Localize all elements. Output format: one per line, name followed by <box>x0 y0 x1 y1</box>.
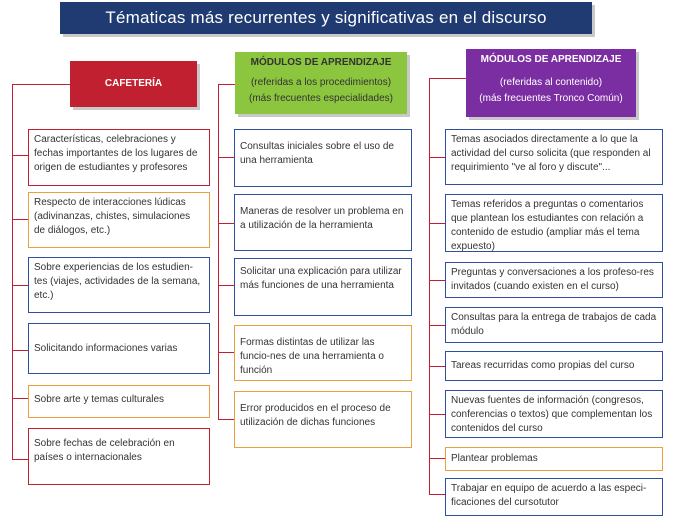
connector-line <box>429 458 445 459</box>
connector-line <box>12 84 70 85</box>
connector-line <box>429 414 445 415</box>
connector-line <box>218 352 234 353</box>
cafeteria-item: Sobre arte y temas culturales <box>28 385 210 418</box>
procedimientos-header <box>235 52 407 114</box>
connector-line <box>429 157 445 158</box>
connector-line <box>429 223 445 224</box>
connector-line <box>429 366 445 367</box>
connector-line <box>218 84 235 85</box>
connector-line <box>218 84 219 420</box>
connector-line <box>429 494 445 495</box>
connector-line <box>429 280 445 281</box>
connector-line <box>12 219 28 220</box>
contenido-item: Preguntas y conversaciones a los profeso-res invitados (cuando existen en el curso) <box>445 262 663 298</box>
contenido-item: Plantear problemas <box>445 447 663 471</box>
contenido-item: Nuevas fuentes de información (congresos, conferencias o textos) que complementan los contenidos del curso <box>445 390 663 438</box>
connector-line <box>12 459 28 460</box>
connector-line <box>12 285 28 286</box>
contenido-header-title: MÓDULOS DE APRENDIZAJE <box>480 54 622 65</box>
contenido-header-sub1: (referidas al contenido) <box>499 77 603 88</box>
cafeteria-item: Sobre experiencias de los estudien-tes (viajes, actividades de la semana, etc.) <box>28 257 210 313</box>
procedimientos-item: Maneras de resolver un problema en a utilización de la herramienta <box>234 194 412 251</box>
connector-line <box>218 223 234 224</box>
connector-line <box>12 350 28 351</box>
cafeteria-item: Sobre fechas de celebración en países o internacionales <box>28 428 210 485</box>
connector-line <box>12 84 13 460</box>
cafeteria-header: CAFETERÍA <box>70 61 197 107</box>
cafeteria-item: Respecto de interacciones lúdicas (adivinanzas, chistes, simulaciones de diálogos, etc.) <box>28 192 210 248</box>
procedimientos-item: Solicitar una explicación para utilizar más funciones de una herramienta <box>234 258 412 316</box>
contenido-item: Tareas recurridas como propias del curso <box>445 351 663 381</box>
diagram-title: Tématicas más recurrentes y significativas en el discurso <box>60 2 592 34</box>
contenido-item: Temas referidos a preguntas o comentarios que plantean los estudiantes con relación a contenido de estudio (ampliar más el tema expuesto) <box>445 194 663 252</box>
procedimientos-item: Error producidos en el proceso de utilización de dichas funciones <box>234 391 412 448</box>
contenido-item: Temas asociados directamente a lo que la actividad del curso solicita (que responden al requirimiento "ve al foro y discute"... <box>445 129 663 185</box>
procedimientos-item: Formas distintas de utilizar las funcio-nes de una herramienta o función <box>234 325 412 381</box>
connector-line <box>12 398 28 399</box>
connector-line <box>429 78 430 494</box>
procedimientos-header-sub2: (más frecuentes especialidades) <box>249 93 393 104</box>
connector-line <box>429 325 445 326</box>
connector-line <box>218 419 234 420</box>
contenido-header-sub2: (más frecuentes Tronco Común) <box>479 93 623 104</box>
contenido-header <box>466 49 636 117</box>
connector-line <box>429 78 466 79</box>
cafeteria-item: Solicitando informaciones varias <box>28 323 210 374</box>
procedimientos-header-sub1: (referidas a los procedimientos) <box>250 77 392 88</box>
contenido-item: Consultas para la entrega de trabajos de cada módulo <box>445 307 663 343</box>
cafeteria-item: Características, celebraciones y fechas importantes de los lugares de origen de estudiantes y profesores <box>28 129 210 186</box>
procedimientos-item: Consultas iniciales sobre el uso de una herramienta <box>234 129 412 187</box>
contenido-item: Trabajar en equipo de acuerdo a las especi-ficaciones del cursotutor <box>445 478 663 516</box>
connector-line <box>12 155 28 156</box>
connector-line <box>218 285 234 286</box>
connector-line <box>218 157 234 158</box>
procedimientos-header-title: MÓDULOS DE APRENDIZAJE <box>250 57 392 68</box>
